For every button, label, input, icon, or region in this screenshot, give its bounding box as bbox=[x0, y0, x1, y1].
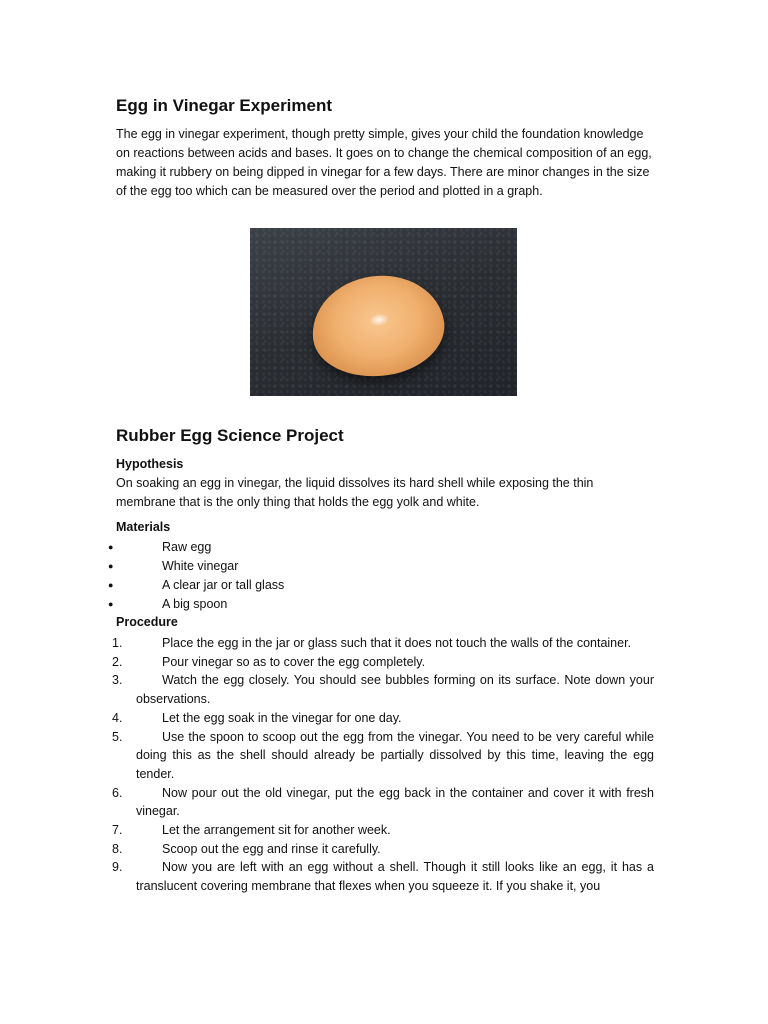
step-number: 1. bbox=[112, 636, 123, 650]
procedure-list bbox=[112, 634, 654, 896]
step-text: Place the egg in the jar or glass such that it does not touch the walls of the container. bbox=[162, 636, 632, 650]
step-number: 2. bbox=[112, 654, 123, 669]
step-text: Use the spoon to scoop out the egg from the vinegar. You need to be very careful while doing this as the shell should already be partially dissolved by this time, leaving the egg tender. bbox=[136, 729, 654, 781]
step-text: Now pour out the old vinegar, put the egg back in the container and cover it with fresh vinegar. bbox=[136, 785, 654, 819]
step-text: Scoop out the egg and rinse it carefully. bbox=[162, 841, 381, 856]
list-item bbox=[112, 728, 654, 784]
procedure-heading: Procedure bbox=[116, 615, 178, 629]
step-number: 3. bbox=[112, 673, 123, 688]
step-text: Let the egg soak in the vinegar for one day. bbox=[162, 710, 402, 725]
egg-highlight bbox=[368, 312, 389, 327]
list-item bbox=[112, 821, 654, 840]
step-number: 9. bbox=[112, 860, 123, 875]
step-text: Let the arrangement sit for another week. bbox=[162, 823, 391, 838]
list-item bbox=[112, 858, 654, 895]
step-number: 4. bbox=[112, 710, 123, 725]
materials-heading: Materials bbox=[116, 520, 171, 534]
step-text: Pour vinegar so as to cover the egg completely. bbox=[162, 654, 426, 669]
title-rubber-egg-project: Rubber Egg Science Project bbox=[116, 426, 344, 445]
list-item bbox=[112, 634, 654, 653]
step-number: 6. bbox=[112, 785, 123, 800]
list-item bbox=[112, 784, 654, 821]
step-number: 7. bbox=[112, 823, 123, 838]
egg-image bbox=[306, 267, 451, 384]
hypothesis-paragraph: On soaking an egg in vinegar, the liquid dissolves its hard shell while exposing the thin membrane that is the only thing that holds the egg yolk and white. bbox=[116, 476, 594, 509]
step-number: 8. bbox=[112, 841, 123, 856]
step-text: Watch the egg closely. You should see bubbles forming on its surface. Note down your observations. bbox=[136, 673, 654, 707]
list-item bbox=[112, 840, 654, 859]
list-item bbox=[112, 653, 654, 672]
hypothesis-heading: Hypothesis bbox=[116, 457, 184, 471]
list-item bbox=[112, 671, 654, 708]
step-text: Now you are left with an egg without a shell. Though it still looks like an egg, it has a translucent covering membrane that flexes when you squeeze it. If you shake it, you bbox=[136, 860, 654, 894]
bullet-icon: ● bbox=[108, 542, 114, 552]
step-number: 5. bbox=[112, 729, 123, 744]
document-page: Egg in Vinegar Experiment The egg in vinegar experiment, though pretty simple, gives your child the foundation knowledge on reactions between acids and bases. It goes on to change the chemical composition of an egg, making it rubbery on being dipped in vinegar for a few days. There are minor changes in the size of the egg too which can be measured over the period and plotted in a graph. Rubber Egg Science Project Hypothesis On soaking an egg in vinegar, the liquid dissolves its hard shell while exposing the thin membrane that is the only thing that holds the egg yolk and white. Materials ● Raw egg ● White vinegar ● A clear jar or tall glass ● A big spoon Procedure 1. Place the egg in the jar or glass such that it does not touch the walls of the container. 2. Pour vinegar so as to cover the egg completely. 3. Watch the egg closely. You should see bubbles forming on its surface. Note down your observations. 4. Let the egg soak in the vinegar for one day. 5. Use the spoon to scoop out the egg from the vinegar. You need to be very careful while doing this as the shell should already be partially dissolved by this time, leaving the egg tender. 6. Now pour out the old vinegar, put the egg back in the container and cover it with fresh vinegar. 7. Let the arrangement sit for another week. 8. Scoop out the egg and rinse it carefully. 9. Now you are left with an egg without a shell. Though it still looks like an egg, it has a translucent covering membrane that flexes when you squeeze it. If you shake it, you bbox=[0, 0, 768, 1024]
intro-paragraph: The egg in vinegar experiment, though pretty simple, gives your child the foundation knowledge on reactions between acids and bases. It goes on to change the chemical composition of an egg, making it rubbery on being dipped in vinegar for a few days. There are minor changes in the size of the egg too which can be measured over the period and plotted in a graph. bbox=[116, 127, 652, 198]
title-egg-in-vinegar: Egg in Vinegar Experiment bbox=[116, 96, 333, 115]
bullet-icon: ● bbox=[108, 561, 114, 571]
rubber-egg-photo bbox=[250, 228, 517, 396]
bullet-icon: ● bbox=[108, 580, 114, 590]
list-item bbox=[112, 709, 654, 728]
bullet-icon: ● bbox=[108, 599, 114, 609]
